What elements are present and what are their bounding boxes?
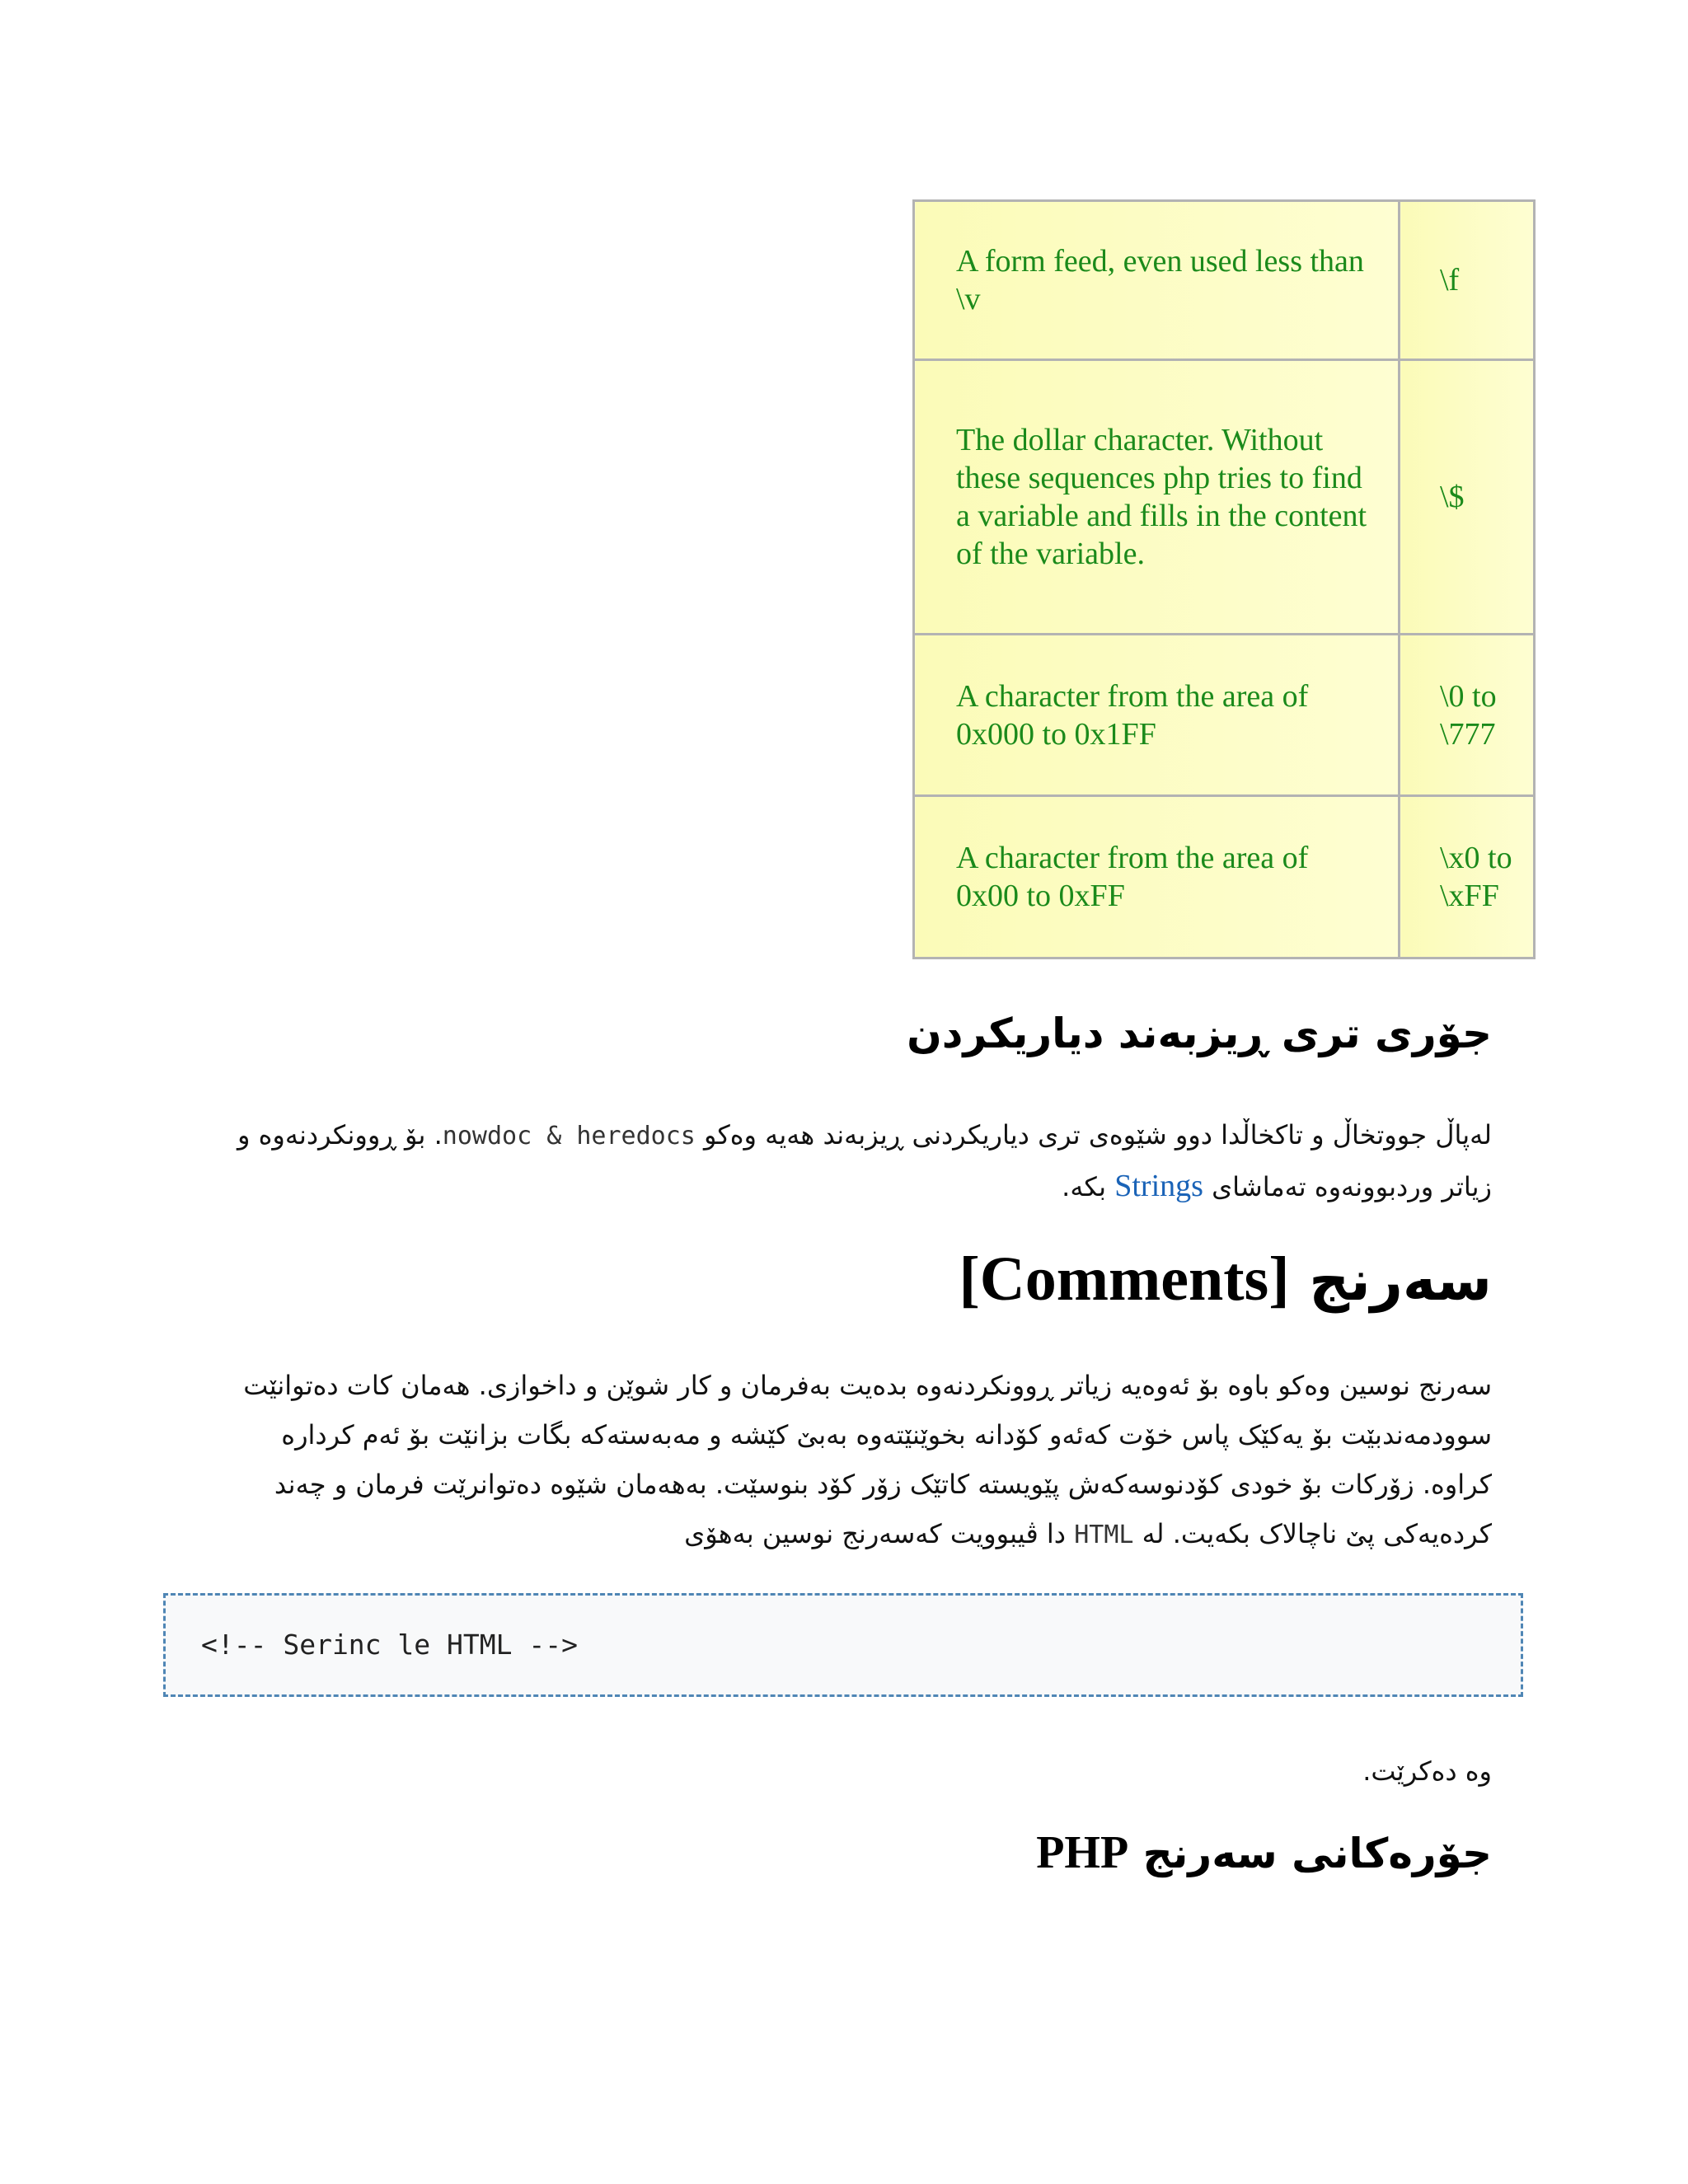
table-row: [914, 635, 1535, 796]
inline-code: HTML: [1074, 1521, 1134, 1549]
string-types-paragraph: [206, 1110, 1492, 1212]
table-cell-sequence: \$: [1400, 360, 1535, 635]
after-code-text: وە دەکرێت.: [1362, 1755, 1492, 1787]
strings-link[interactable]: Strings: [1114, 1169, 1203, 1203]
table-row: [914, 796, 1535, 958]
section-heading-php-comment-types: [1036, 1828, 1492, 1878]
heading-latin: [Comments]: [959, 1244, 1290, 1314]
table-row: [914, 360, 1535, 635]
comments-paragraph: [206, 1361, 1492, 1560]
table-cell-sequence: \x0 to \xFF: [1400, 796, 1535, 958]
paragraph-text: لەپاڵ جووتخاڵ و تاکخاڵدا دوو شێوەی تری دیاریکردنی ڕیزبەند هەیە وەکو: [695, 1119, 1492, 1151]
heading-latin: PHP: [1036, 1827, 1129, 1878]
table-cell-description: A character from the area of 0x000 to 0x1FF: [914, 635, 1400, 796]
section-heading-string-types: جۆری تری ڕیزبەند دیاریکردن: [907, 1010, 1492, 1057]
table-cell-sequence: \f: [1400, 201, 1535, 360]
paragraph-text: . بۆ ڕوونکردنەوە و زیاتر وردبوونەوە تەماشای: [237, 1119, 1492, 1202]
paragraph-text: بکە.: [1062, 1171, 1115, 1202]
section-heading-comments: [959, 1246, 1493, 1315]
paragraph-text: سەرنج نوسین وەکو باوە بۆ ئەوەیە زیاتر ڕوونکردنەوە بدەیت بەفرمان و کار شوێن و داخوازی. هەمان کات دەتوانێت سوودمەندبێت بۆ یەکێک پاس خۆت کەئەو کۆدانە بخوێنێتەوە بەبێ کێشە و مەبەستەکە بگات بزانێت بۆ ئەم کرداره کراوە. زۆرکات بۆ خودی کۆدنوسەکەش پێویستە کاتێک زۆر کۆد بنوسێت. بەهەمان شێوە دەتوانرێت فرمان و چەند کردەیەکی پێ ناچالاک بکەیت. لە: [243, 1370, 1492, 1549]
table-cell-description: The dollar character. Without these sequences php tries to find a variable and fills in the content of the variable.: [914, 360, 1400, 635]
code-sample: <!-- Serinc le HTML -->: [201, 1629, 578, 1661]
heading-text: سەرنج: [1289, 1249, 1492, 1314]
inline-code: nowdoc & heredocs: [442, 1122, 696, 1151]
heading-text: جۆرەکانی سەرنج: [1128, 1830, 1492, 1877]
table-cell-description: A character from the area of 0x00 to 0xFF: [914, 796, 1400, 958]
table-row: [914, 201, 1535, 360]
paragraph-text: دا ڤیبوویت کەسەرنج نوسین بەهۆی: [684, 1518, 1075, 1549]
table-cell-description: A form feed, even used less than \v: [914, 201, 1400, 360]
table-cell-sequence: \0 to \777: [1400, 635, 1535, 796]
code-sample-box: [163, 1593, 1523, 1697]
escape-sequence-table: [912, 199, 1536, 959]
